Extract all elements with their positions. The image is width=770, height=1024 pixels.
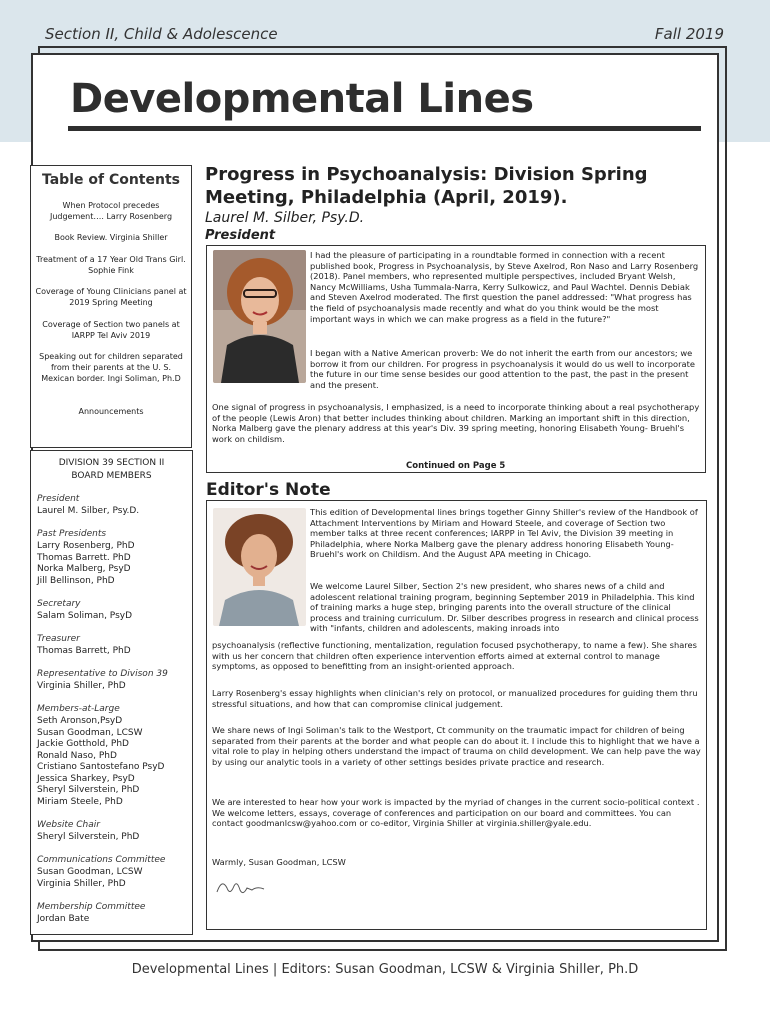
editor-closing: Warmly, Susan Goodman, LCSW bbox=[212, 857, 346, 867]
board-member: Sheryl Silverstein, PhD bbox=[37, 785, 140, 795]
board-role: Membership Committee bbox=[37, 902, 146, 912]
board-role: President bbox=[37, 494, 80, 504]
board-member: Susan Goodman, LCSW bbox=[37, 727, 143, 738]
board-role: Website Chair bbox=[37, 820, 100, 830]
board-role: Treasurer bbox=[37, 634, 80, 644]
author-photo bbox=[213, 250, 306, 383]
toc-item[interactable]: Speaking out for children separated from their parents at the U. S. Mexican border. Ingi Soliman, Ph.D bbox=[39, 352, 183, 383]
board-member: Virginia Shiller, PhD bbox=[37, 878, 126, 889]
footer-text: Developmental Lines | Editors: Susan Goodman, LCSW & Virginia Shiller, Ph.D bbox=[131, 962, 639, 977]
editor-paragraph: This edition of Developmental lines brings together Ginny Shiller's review of the Handbook of Attachment Interventions by Miriam and Howard Steele, and coverage of Section two member talks at three recent conferences; IARPP in Tel Aviv, the Division 39 meeting in Philadelphia, where Norka Malberg gave the plenary address honoring Elisabeth Young-Bruehl's work on Childism. And the August APA meeting in Chicago. bbox=[310, 507, 698, 560]
board-member: Jordan Bate bbox=[37, 914, 90, 924]
board-title bbox=[31, 457, 192, 483]
board-role: Members-at-Large bbox=[37, 704, 120, 714]
board-member: Larry Rosenberg, PhD bbox=[37, 541, 135, 551]
toc-item[interactable]: Coverage of Section two panels at IARPP Tel Aviv 2019 bbox=[42, 320, 180, 340]
board-members-box bbox=[30, 450, 193, 935]
toc-title: Table of Contents bbox=[41, 172, 180, 188]
board-member: Susan Goodman, LCSW bbox=[37, 867, 143, 877]
board-role: Communications Committee bbox=[37, 855, 166, 865]
board-member: Norka Malberg, PsyD bbox=[37, 564, 131, 574]
board-member: Thomas Barrett. PhD bbox=[37, 552, 131, 563]
board-member: Sheryl Silverstein, PhD bbox=[37, 832, 140, 842]
board-role: Representative to Divison 39 bbox=[37, 669, 168, 679]
board-title-line: BOARD MEMBERS bbox=[71, 471, 152, 481]
board-member: Cristiano Santostefano PsyD bbox=[37, 762, 165, 772]
editor-paragraph: We share news of Ingi Soliman's talk to the Westport, Ct community on the traumatic impact for children of being separated from their parents at the border and what people can do about it. I include this to highlight that we have a vital role to play in helping others understand the impact of trauma on child development. We can help pave the way by using our analytic tools in a variety of other settings besides private practice and research. bbox=[212, 725, 701, 767]
editor-photo bbox=[213, 508, 306, 626]
editor-paragraph: We are interested to hear how your work is impacted by the myriad of changes in the current socio-political context . We welcome letters, essays, coverage of conferences and participation on our board and committees. You can contact goodmanlcsw@yahoo.com or co-editor, Virginia Shiller at virginia.shiller@yale.edu. bbox=[212, 797, 700, 829]
board-member: Seth Aronson,PsyD bbox=[37, 716, 123, 726]
editors-note-title: Editor's Note bbox=[206, 480, 331, 500]
article-paragraph: I began with a Native American proverb: We do not inherit the earth from our ancestors; we borrow it from our children. For progress in psychoanalysis it would do us well to incorporate the future in our time sense besides our good attention to the past, the past in the present and the present. bbox=[310, 348, 695, 390]
board-member: Laurel M. Silber, Psy.D. bbox=[37, 506, 140, 516]
board-member: Jill Bellinson, PhD bbox=[37, 575, 115, 586]
toc-item[interactable]: When Protocol precedes Judgement…. Larry Rosenberg bbox=[49, 201, 173, 221]
toc-item[interactable]: Treatment of a 17 Year Old Trans Girl. Sophie Fink bbox=[36, 255, 186, 275]
board-role: Past Presidents bbox=[37, 529, 107, 539]
board-member: Miriam Steele, PhD bbox=[37, 796, 123, 807]
editor-paragraph: psychoanalysis (reflective functioning, mentalization, regulation focused psychotherapy, to name a few). She shares with us her concern that children often experience intervention efforts aimed at external control to manage symptoms, as opposed to benefitting from an insight-oriented approach. bbox=[212, 640, 697, 672]
board-member: Ronald Naso, PhD bbox=[37, 750, 117, 761]
board-member: Jessica Sharkey, PsyD bbox=[37, 773, 135, 784]
article-paragraph: I had the pleasure of participating in a roundtable formed in connection with a recent published book, Progress in Psychoanalysis, by Steve Axelrod, Ron Naso and Larry Rosenberg (2018). Panel members, who represented multiple perspectives, included Bryant Welsh, Nancy McWilliams, Usha Tummala-Narra, Kerry Sulkowicz, and Paul Wachtel. Dennis Debiak and Steven Axelrod moderated. The first question the panel addressed: "What progress has the field of psychoanalysis made recently and what do you think would be the most important ways in which we can make progress as a field in the future?" bbox=[310, 250, 699, 324]
board-title-line: DIVISION 39 SECTION II bbox=[58, 458, 165, 468]
continued-link[interactable]: Continued on Page 5 bbox=[406, 461, 506, 471]
board-role: Secretary bbox=[37, 599, 81, 609]
masthead-title: Developmental Lines bbox=[70, 76, 534, 122]
editor-paragraph: Larry Rosenberg's essay highlights when clinician's rely on protocol, or manualized procedures for guiding them thru stressful situations, and how that can compromise clinical judgement. bbox=[212, 688, 698, 709]
board-member: Salam Soliman, PsyD bbox=[37, 611, 133, 621]
toc-item[interactable]: Book Review. Virginia Shiller bbox=[54, 233, 168, 242]
article-title: Progress in Psychoanalysis: Division Spring Meeting, Philadelphia (April, 2019). bbox=[205, 164, 648, 208]
signature-image bbox=[214, 876, 269, 900]
issue-label: Fall 2019 bbox=[654, 25, 724, 43]
board-member: Jackie Gotthold, PhD bbox=[37, 739, 129, 749]
toc-item[interactable]: Coverage of Young Clinicians panel at 2019 Spring Meeting bbox=[35, 287, 187, 307]
toc-item[interactable]: Announcements bbox=[78, 407, 144, 416]
editor-paragraph: We welcome Laurel Silber, Section 2's new president, who shares news of a child and adolescent relational training program, beginning September 2019 in Philadelphia. This kind of training marks a huge step, bringing parents into the overall structure of the clinical process and training curriculum. Dr. Silber describes progress in research and clinical process with "infants, children and adolescents, making inroads into bbox=[310, 581, 699, 634]
article-author-role: President bbox=[205, 228, 276, 243]
section-label: Section II, Child & Adolescence bbox=[45, 25, 278, 43]
board-member: Thomas Barrett, PhD bbox=[37, 646, 131, 656]
article-paragraph: One signal of progress in psychoanalysis, I emphasized, is a need to incorporate thinking about a real psychotherapy of the people (Lewis Aron) that better includes thinking about children. Marking an important shift in this direction, Norka Malberg gave the plenary address at this year's Div. 39 spring meeting, honoring Elisabeth Young- Bruehl's work on childism. bbox=[212, 402, 700, 444]
article-author: Laurel M. Silber, Psy.D. bbox=[205, 210, 365, 226]
masthead-rule bbox=[68, 126, 701, 131]
table-of-contents bbox=[30, 165, 192, 448]
board-member: Virginia Shiller, PhD bbox=[37, 681, 126, 691]
